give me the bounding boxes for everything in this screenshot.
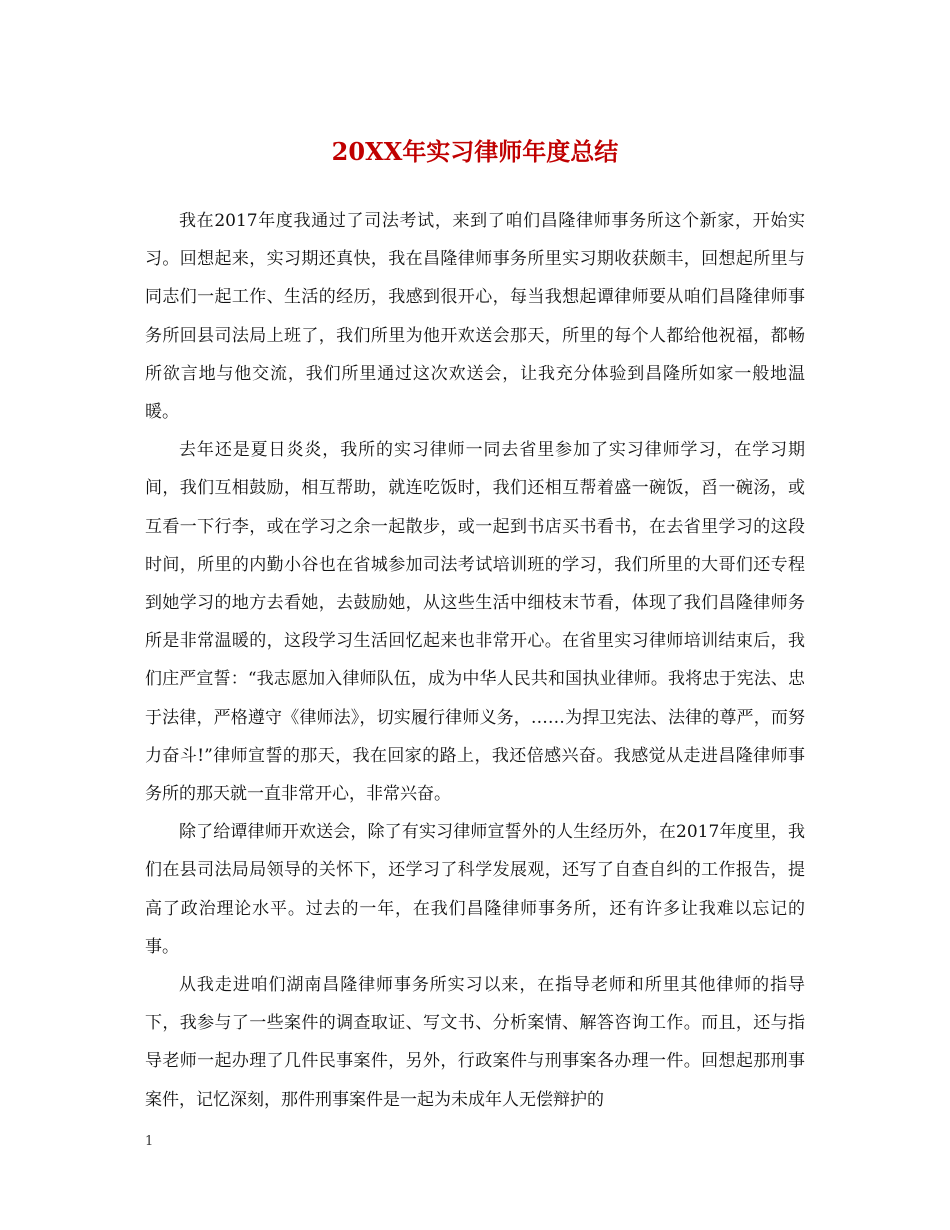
paragraph-4: 从我走进咱们湖南昌隆律师事务所实习以来，在指导老师和所里其他律师的指导下，我参与了一些案件的调查取证、写文书、分析案情、解答咨询工作。而且，还与指导老师一起办理了几件民事案件，另外，行政案件与刑事案各办理一件。回想起那刑事案件，记忆深刻，那件刑事案件是一起为未成年人无偿辩护的	[145, 975, 805, 1110]
paragraph-2: 去年还是夏日炎炎，我所的实习律师一同去省里参加了实习律师学习，在学习期间，我们互相鼓励，相互帮助，就连吃饭时，我们还相互帮着盛一碗饭，舀一碗汤，或互看一下行李，或在学习之余一起散步，或一起到书店买书看书，在去省里学习的这段时间，所里的内勤小谷也在省城参加司法考试培训班的学习，我们所里的大哥们还专程到她学习的地方去看她，去鼓励她，从这些生活中细枝末节看，体现了我们昌隆律师务所是非常温暖的，这段学习生活回忆起来也非常开心。在省里实习律师培训结束后，我们庄严宣誓：“我志愿加入律师队伍，成为中华人民共和国执业律师。我将忠于宪法、忠于法律，严格遵守《律师法》，切实履行律师义务，……为捍卫宪法、法律的尊严，而努力奋斗!”律师宣誓的那天，我在回家的路上，我还倍感兴奋。我感觉从走进昌隆律师事务所的那天就一直非常开心，非常兴奋。	[145, 440, 805, 805]
page-number: 1	[145, 1134, 154, 1149]
document-title: 20XX年实习律师年度总结	[331, 137, 619, 166]
paragraph-3: 除了给谭律师开欢送会，除了有实习律师宣誓外的人生经历外，在2017年度里，我们在县司法局局领导的关怀下，还学习了科学发展观，还写了自查自纠的工作报告，提高了政治理论水平。过去的一年，在我们昌隆律师事务所，还有许多让我难以忘记的事。	[145, 822, 805, 957]
document-body	[145, 202, 805, 1119]
paragraph-1: 我在2017年度我通过了司法考试，来到了咱们昌隆律师事务所这个新家，开始实习。回想起来，实习期还真快，我在昌隆律师事务所里实习期收获颇丰，回想起所里与同志们一起工作、生活的经历，我感到很开心，每当我想起谭律师要从咱们昌隆律师事务所回县司法局上班了，我们所里为他开欢送会那天，所里的每个人都给他祝福，都畅所欲言地与他交流，我们所里通过这次欢送会，让我充分体验到昌隆所如家一般地温暖。	[145, 211, 805, 423]
